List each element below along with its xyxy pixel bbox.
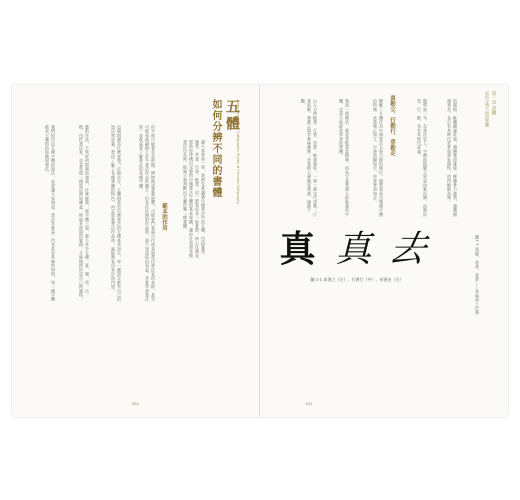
left-page bbox=[12, 85, 259, 417]
body-paragraph-4: 我們提出這五種字體的說法，是要讓大家知道，書法其實是一門非常有系統的學問，每一種字體都有它獨特的結構與筆法。 bbox=[45, 125, 56, 302]
body-paragraph-4: 我試一個辦法，就是拿楷書當標準，因為它是普通人最熟悉的字體，也是大家最常學習的書體。 bbox=[339, 99, 350, 217]
calligraphy-char-xingshu: 真 bbox=[335, 228, 372, 270]
body-paragraph-5: 古人分辨楷書、行書、草書：楷書端莊，一筆一畫交代清楚；行書流動，筆畫之間有牽絲連帶；草書則大量簡省筆畫，連綿不斷。 bbox=[301, 99, 318, 217]
body-paragraph-2: 簡單說一句：在書法史上，字體的演變大致是由篆而隸，由隸而草、行、楷，各有其時代意義。 bbox=[417, 99, 428, 217]
calligraphy-char-kaishu: 真 bbox=[279, 227, 316, 270]
chapter-title-char: 體 bbox=[224, 116, 240, 130]
intro-paragraph: 讀人本書第一章，我們先來講講中國書法中的五體，包括篆書、隸書、草書、行書、楷書。這一節看似非一般實際，核心任務是幫助你建構出完整的中國書法字體的基本架構，讓你在看到各種書法作品時，能夠立刻判斷出它屬於哪一種書體。 bbox=[183, 140, 206, 258]
right-page bbox=[260, 85, 508, 417]
page-number-left: 020 bbox=[132, 402, 139, 406]
chapter-number: 五 bbox=[224, 99, 240, 113]
body-paragraph-1: 的風格、歐體嚴謹莊重、顏體寬厚雄偉、柳體骨力遒勁、趙體圓潤秀美，各自有其時代背景與書家個性，值得細細品味。 bbox=[447, 99, 458, 217]
section-heading: 範本的作用 bbox=[161, 203, 167, 231]
body-paragraph-2: 這個問題為什麼要想？打個比方，五體相當於中國書法的五種基本語言，每一種語言都有自己的語法和詞彙。當你了解了各種書體的特色，再去欣賞書法作品時，就能夠看出其中的門道。 bbox=[111, 125, 122, 302]
body-paragraph-3: 瞭解了五體作為中國書法主要目錄的地位，簡單看看這幾種字體的特徵：真書端正如立、行書流暢如行、草書奔放如走。 bbox=[373, 99, 384, 217]
side-caption: 圖1-1 漢隸、草書、真書——章與章之行筆 bbox=[475, 235, 480, 315]
calligraphy-char-caoshu: 去 bbox=[385, 228, 431, 270]
page-number-right: 021 bbox=[306, 402, 313, 406]
running-head-chapter: 第一章 書體 bbox=[491, 91, 496, 115]
chapter-subtitle: 如何分辨不同的書體 bbox=[210, 99, 221, 198]
figure-caption: 圖 1-1 真書立（左）、行書行（中）、草書走（右） bbox=[310, 277, 404, 282]
chapter-english: Fives Knowledge: Calligraphic Styles of Chinese Calligraphy bbox=[236, 100, 240, 205]
section-heading: 真勘立、行勘行、草勘走 bbox=[389, 95, 395, 156]
running-head-section: 如何分辨不同的書體 bbox=[485, 91, 490, 127]
body-paragraph-1: 你平時可能會走美術館、博物館或書畫展覽，可能會鬥看過古代或者現當代書法家的真跡，甚至可能看過網路上許多書法作品的圖片；但是往往面對作品時，卻不知道從何看起。其實學習書法第一步就是要了解書法的各種字體。 bbox=[139, 125, 156, 302]
body-paragraph-3: 藝術作品，不管從何時開始發展，什麼樣貌，從字體上說，都不外乎五種：篆、隸、草、行、楷。包括書法家，也是先從一種寫法開始練起，經過長時間的累積，才能慢慢形成自己的風格。 bbox=[79, 125, 90, 302]
